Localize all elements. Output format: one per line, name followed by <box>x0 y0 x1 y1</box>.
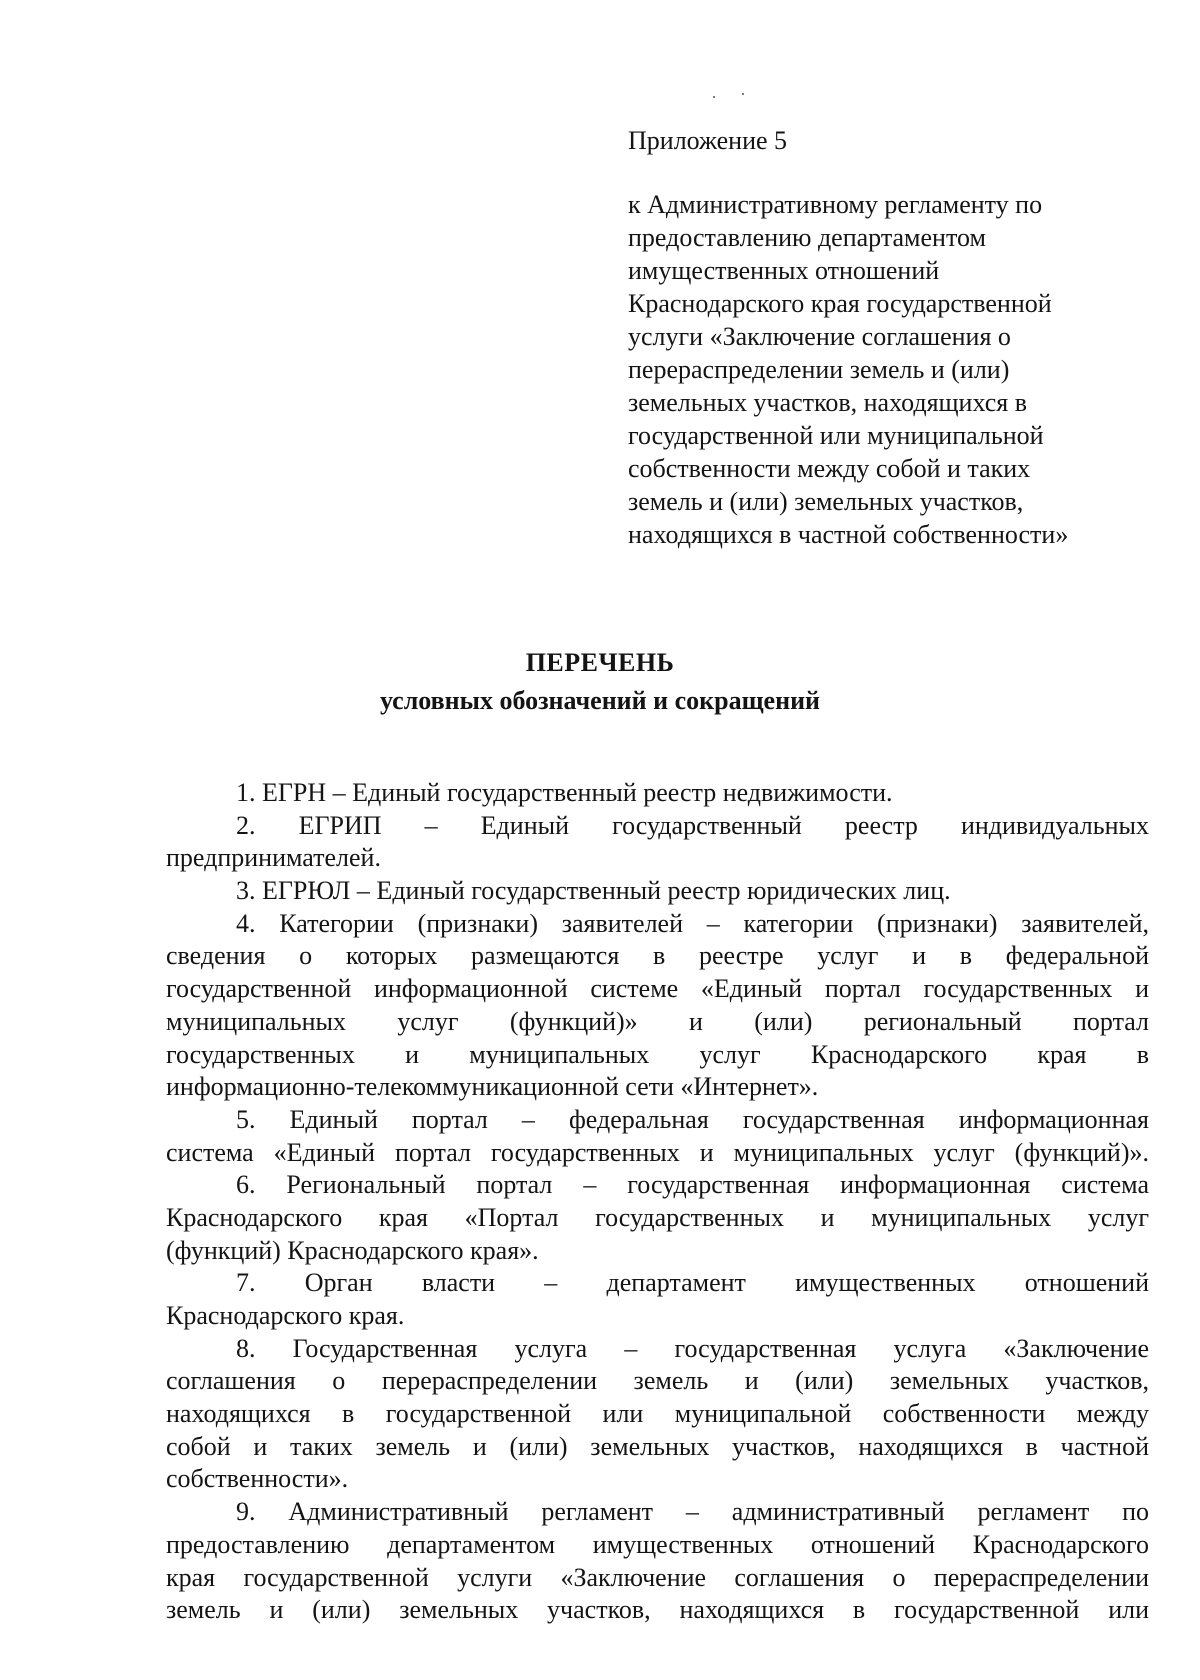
list-line: 8. Государственная услуга – государственная услуга «Заключение <box>236 1333 1149 1363</box>
appendix-line: земельных участков, находящихся в <box>628 388 1027 417</box>
list-line: Краснодарского края. <box>166 1301 405 1330</box>
scan-speck <box>742 93 744 95</box>
appendix-line: к Административному регламенту по <box>628 190 1043 219</box>
appendix-line: перераспределении земель и (или) <box>628 355 1010 384</box>
list-line: 3. ЕГРЮЛ – Единый государственный реестр юридических лиц. <box>236 876 951 906</box>
list-line: 6. Региональный портал – государственная информационная система <box>236 1170 1149 1200</box>
list-line: края государственной услуги «Заключение соглашения о перераспределении <box>166 1562 1149 1592</box>
list-line: 2. ЕГРИП – Единый государственный реестр индивидуальных <box>236 810 1149 840</box>
appendix-line: собственности между собой и таких <box>628 454 1031 483</box>
list-line: соглашения о перераспределении земель и (или) земельных участков, <box>166 1366 1149 1396</box>
appendix-line: находящихся в частной собственности» <box>628 520 1069 549</box>
list-line: сведения о которых размещаются в реестре услуг и в федеральной <box>166 941 1149 971</box>
appendix-title: Приложение 5 <box>628 126 788 155</box>
list-line: находящихся в государственной или муниципальной собственности между <box>166 1399 1149 1429</box>
appendix-line: земель и (или) земельных участков, <box>628 487 1024 516</box>
scan-speck <box>713 96 715 98</box>
appendix-line: имущественных отношений <box>628 256 940 285</box>
list-line: предоставлению департаментом имущественных отношений Краснодарского <box>166 1529 1149 1559</box>
list-line: земель и (или) земельных участков, находящихся в государственной или <box>166 1595 1149 1625</box>
list-line: информационно-телекоммуникационной сети «Интернет». <box>166 1072 819 1102</box>
list-line: 4. Категории (признаки) заявителей – категории (признаки) заявителей, <box>236 908 1149 938</box>
list-line: предпринимателей. <box>166 843 381 873</box>
list-line: 7. Орган власти – департамент имущественных отношений <box>236 1268 1149 1298</box>
appendix-reference <box>628 188 1148 551</box>
list-line: собственности». <box>166 1464 349 1494</box>
document-title: ПЕРЕЧЕНЬ <box>525 648 675 677</box>
list-line: Краснодарского края «Портал государственных и муниципальных услуг <box>166 1202 1149 1232</box>
list-line: 5. Единый портал – федеральная государственная информационная <box>236 1104 1149 1134</box>
list-line: государственной информационной системе «Единый портал государственных и <box>166 974 1149 1004</box>
list-line: государственных и муниципальных услуг Краснодарского края в <box>166 1039 1149 1069</box>
list-line: система «Единый портал государственных и муниципальных услуг (функций)». <box>166 1137 1149 1167</box>
list-line: 9. Административный регламент – административный регламент по <box>236 1497 1149 1527</box>
appendix-line: предоставлению департаментом <box>628 223 986 252</box>
appendix-line: государственной или муниципальной <box>628 421 1044 450</box>
abbreviations-list <box>166 777 1149 1627</box>
list-line: собой и таких земель и (или) земельных участков, находящихся в частной <box>166 1431 1149 1461</box>
list-line: 1. ЕГРН – Единый государственный реестр недвижимости. <box>236 778 893 807</box>
appendix-line: услуги «Заключение соглашения о <box>628 322 1011 351</box>
appendix-line: Краснодарского края государственной <box>628 289 1052 318</box>
document-subtitle: условных обозначений и сокращений <box>379 686 821 715</box>
list-line: (функций) Краснодарского края». <box>166 1235 539 1265</box>
list-line: муниципальных услуг (функций)» и (или) региональный портал <box>166 1006 1149 1036</box>
